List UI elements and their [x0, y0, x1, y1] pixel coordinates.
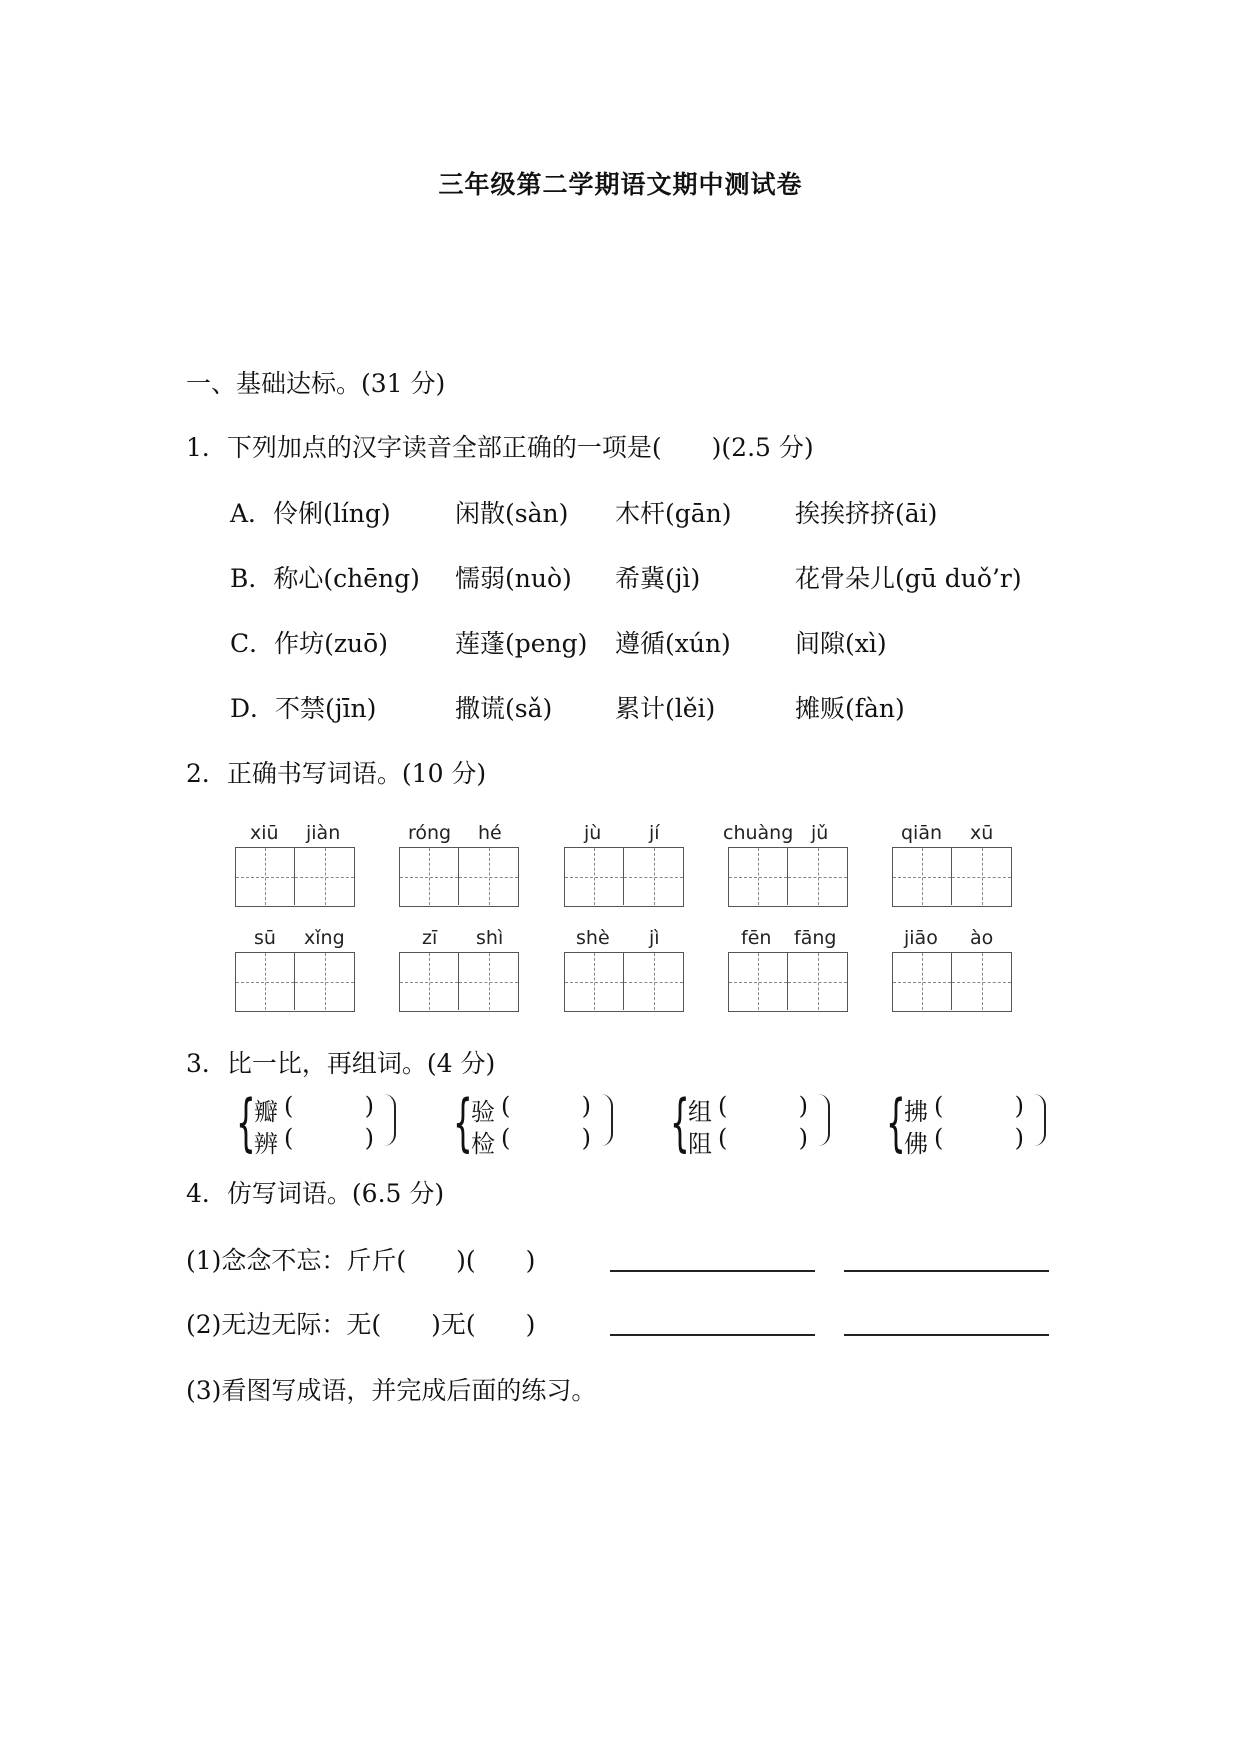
right-bracket: [601, 1094, 613, 1146]
paren-open: (: [934, 1124, 944, 1152]
pinyin: xiū: [250, 822, 279, 844]
writing-grid[interactable]: [728, 847, 848, 907]
question-2-stem: 2．正确书写词语。(10 分): [186, 759, 487, 788]
pair-char: 阻: [688, 1130, 712, 1158]
pair-char: 检: [471, 1130, 495, 1158]
option-c-word-4: 间隙(xì): [795, 629, 887, 658]
pair-line[interactable]: [688, 1092, 808, 1124]
question-4-sub-2: (2)无边无际：无( )无( ): [186, 1310, 536, 1339]
pair-char: 佛: [904, 1130, 928, 1158]
writing-grid[interactable]: [728, 952, 848, 1012]
section-one-heading: 一、基础达标。(31 分): [186, 369, 446, 398]
option-a-word-3: 木杆(gān): [615, 499, 732, 528]
pinyin: xǐng: [304, 927, 345, 949]
paren-close: ): [1014, 1092, 1024, 1120]
paren-open: (: [934, 1092, 944, 1120]
pinyin: chuàng: [723, 822, 794, 844]
paren-close: ): [581, 1092, 591, 1120]
char-pair-group: [453, 1086, 623, 1159]
option-b-word-3: 希冀(jì): [615, 564, 701, 593]
writing-grid[interactable]: [235, 847, 355, 907]
pair-char: 验: [471, 1098, 495, 1126]
writing-grid[interactable]: [399, 952, 519, 1012]
pinyin: zī: [422, 927, 438, 949]
paren-close: ): [798, 1124, 808, 1152]
pinyin: shè: [576, 927, 610, 949]
page-title: 三年级第二学期语文期中测试卷: [438, 170, 803, 199]
left-brace: {: [236, 1086, 256, 1159]
pair-char: 拂: [904, 1098, 928, 1126]
char-pair-group: [236, 1086, 406, 1159]
pair-line[interactable]: [254, 1092, 374, 1124]
pinyin: fēn: [741, 927, 772, 949]
option-b-word-2: 懦弱(nuò): [455, 564, 572, 593]
paren-close: ): [581, 1124, 591, 1152]
right-bracket: [1034, 1094, 1046, 1146]
question-1-stem: 1．下列加点的汉字读音全部正确的一项是( )(2.5 分): [186, 433, 814, 462]
answer-blank[interactable]: [610, 1334, 815, 1336]
pair-char: 辨: [254, 1130, 278, 1158]
pinyin: fāng: [794, 927, 837, 949]
pair-line[interactable]: [471, 1092, 591, 1124]
pair-line[interactable]: [688, 1124, 808, 1156]
option-a-word-1: A．伶俐(líng): [230, 499, 391, 528]
paren-open: (: [718, 1092, 728, 1120]
option-c-word-3: 遵循(xún): [615, 629, 731, 658]
paren-close: ): [364, 1092, 374, 1120]
writing-grid[interactable]: [235, 952, 355, 1012]
left-brace: {: [453, 1086, 473, 1159]
option-d-word-4: 摊贩(fàn): [795, 694, 905, 723]
option-a-word-4: 挨挨挤挤(āi): [795, 499, 938, 528]
paren-open: (: [284, 1092, 294, 1120]
pinyin: jiàn: [306, 822, 341, 844]
left-brace: {: [886, 1086, 906, 1159]
answer-blank[interactable]: [610, 1270, 815, 1272]
pinyin: hé: [478, 822, 502, 844]
answer-blank[interactable]: [844, 1270, 1049, 1272]
pair-line[interactable]: [904, 1092, 1024, 1124]
option-b-word-4: 花骨朵儿(gū duǒ’r): [795, 564, 1022, 593]
answer-blank[interactable]: [844, 1334, 1049, 1336]
right-bracket: [818, 1094, 830, 1146]
char-pair-group: [670, 1086, 840, 1159]
writing-grid[interactable]: [564, 952, 684, 1012]
option-d-word-3: 累计(lěi): [615, 694, 716, 723]
paren-open: (: [501, 1124, 511, 1152]
pinyin: jì: [649, 927, 660, 949]
option-d-word-1: D．不禁(jīn): [230, 694, 377, 723]
pinyin: sū: [254, 927, 276, 949]
pinyin: jiāo: [904, 927, 938, 949]
paren-open: (: [718, 1124, 728, 1152]
option-c-word-2: 莲蓬(peng): [455, 629, 588, 658]
right-bracket: [384, 1094, 396, 1146]
paren-open: (: [501, 1092, 511, 1120]
pair-line[interactable]: [904, 1124, 1024, 1156]
option-d-word-2: 撒谎(sǎ): [455, 694, 553, 723]
pinyin: jí: [649, 822, 660, 844]
pinyin: jǔ: [811, 822, 829, 844]
question-3-stem: 3．比一比，再组词。(4 分): [186, 1049, 496, 1078]
pinyin: shì: [476, 927, 504, 949]
writing-grid[interactable]: [399, 847, 519, 907]
pair-line[interactable]: [471, 1124, 591, 1156]
question-4-sub-3: (3)看图写成语，并完成后面的练习。: [186, 1376, 597, 1405]
question-4-sub-1: (1)念念不忘：斤斤( )( ): [186, 1246, 536, 1275]
writing-grid[interactable]: [892, 847, 1012, 907]
char-pair-group: [886, 1086, 1056, 1159]
option-a-word-2: 闲散(sàn): [455, 499, 569, 528]
pinyin: xū: [970, 822, 994, 844]
pinyin: jù: [584, 822, 602, 844]
paren-close: ): [798, 1092, 808, 1120]
writing-grid[interactable]: [564, 847, 684, 907]
pinyin: ào: [970, 927, 994, 949]
paren-close: ): [364, 1124, 374, 1152]
pinyin: róng: [408, 822, 452, 844]
pair-line[interactable]: [254, 1124, 374, 1156]
left-brace: {: [670, 1086, 690, 1159]
writing-grid[interactable]: [892, 952, 1012, 1012]
pinyin: qiān: [901, 822, 943, 844]
pair-char: 瓣: [254, 1098, 278, 1126]
question-4-stem: 4．仿写词语。(6.5 分): [186, 1179, 445, 1208]
pair-char: 组: [688, 1098, 712, 1126]
option-c-word-1: C．作坊(zuō): [230, 629, 388, 658]
paren-open: (: [284, 1124, 294, 1152]
paren-close: ): [1014, 1124, 1024, 1152]
option-b-word-1: B．称心(chēng): [230, 564, 420, 593]
